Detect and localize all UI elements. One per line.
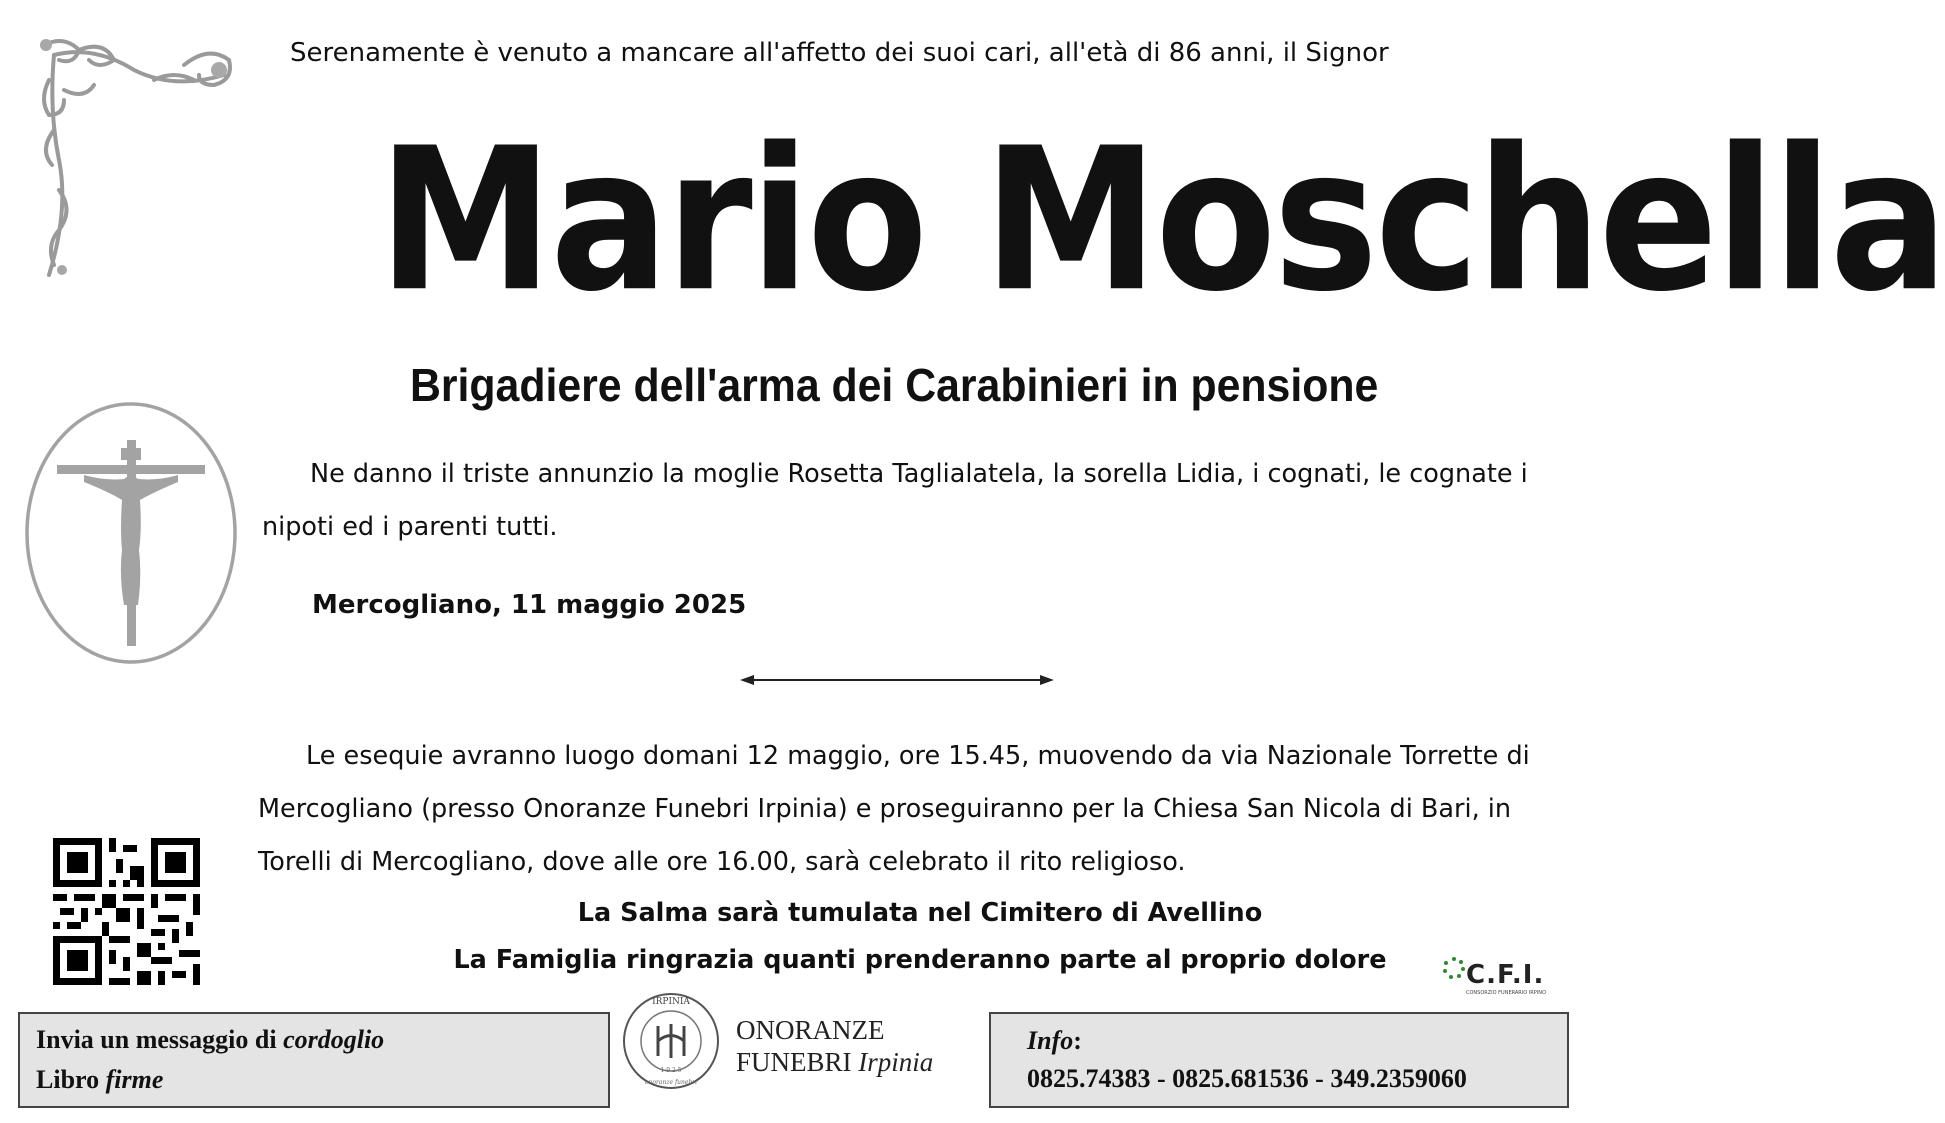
burial-text: La Salma sarà tumulata nel Cimitero di Avellino [577, 898, 1263, 928]
info-box [989, 1012, 1569, 1108]
guestbook-link[interactable] [36, 1060, 592, 1100]
thanks-text: La Famiglia ringrazia quanti prenderanno parte al proprio dolore [453, 945, 1387, 975]
cfi-logo-icon [1442, 956, 1466, 980]
funeral-home-seal-icon [620, 990, 722, 1092]
corner-ornament-icon [34, 30, 244, 285]
double-arrow-divider [740, 672, 1054, 688]
info-label: Info [1027, 1026, 1074, 1055]
deceased-name: Mario Moschella [378, 105, 1945, 336]
info-colon: : [1073, 1026, 1082, 1055]
funeral-text: Le esequie avranno luogo domani 12 maggio, ore 15.45, muovendo da via Nazionale Torrette di Mercogliano (presso Onoranze Funebri Irpinia) e proseguiranno per la Chiesa San Nicola di Bari, in Torelli di Mercogliano, dove alle ore 16.00, sarà celebrato il rito religioso. [258, 741, 1530, 877]
logo-line2-prefix: FUNEBRI [736, 1047, 859, 1077]
phone-numbers[interactable]: 0825.74383 - 0825.681536 - 349.2359060 [1027, 1064, 1467, 1093]
qr-code-icon[interactable] [53, 838, 200, 985]
cfi-text: C.F.I. [1466, 960, 1545, 990]
guestbook-prefix: Libro [36, 1065, 106, 1094]
seal-bottom-text: onoranze funebri [644, 1079, 698, 1086]
condolence-italic: cordoglio [283, 1025, 385, 1054]
announcement-text: Ne danno il triste annunzio la moglie Rosetta Taglialatela, la sorella Lidia, i cognati, le cognate i nipoti ed i parenti tutti. [262, 459, 1528, 542]
condolence-prefix: Invia un messaggio di [36, 1025, 284, 1054]
cfi-subtitle: CONSORZIO FUNERARIO IRPINO [1466, 990, 1546, 996]
crucifix-icon [24, 400, 238, 666]
condolence-link[interactable] [36, 1020, 592, 1060]
info-label-line [1027, 1022, 1531, 1060]
guestbook-italic: firme [105, 1065, 164, 1094]
cfi-logo [1466, 960, 1566, 996]
seal-top-text: IRPINIA [652, 997, 690, 1007]
logo-line1: ONORANZE [736, 1015, 885, 1045]
deceased-role: Brigadiere dell'arma dei Carabinieri in pensione [410, 359, 1379, 411]
funeral-home-name [736, 1014, 933, 1078]
seal-year: 1 9 2 5 [660, 1067, 682, 1074]
logo-line2-italic: Irpinia [858, 1047, 934, 1077]
place-date: Mercogliano, 11 maggio 2025 [312, 590, 747, 620]
logo-line2 [736, 1046, 933, 1078]
intro-text: Serenamente è venuto a mancare all'affetto dei suoi cari, all'età di 86 anni, il Signor [290, 38, 1389, 68]
condolence-box[interactable] [18, 1012, 610, 1108]
